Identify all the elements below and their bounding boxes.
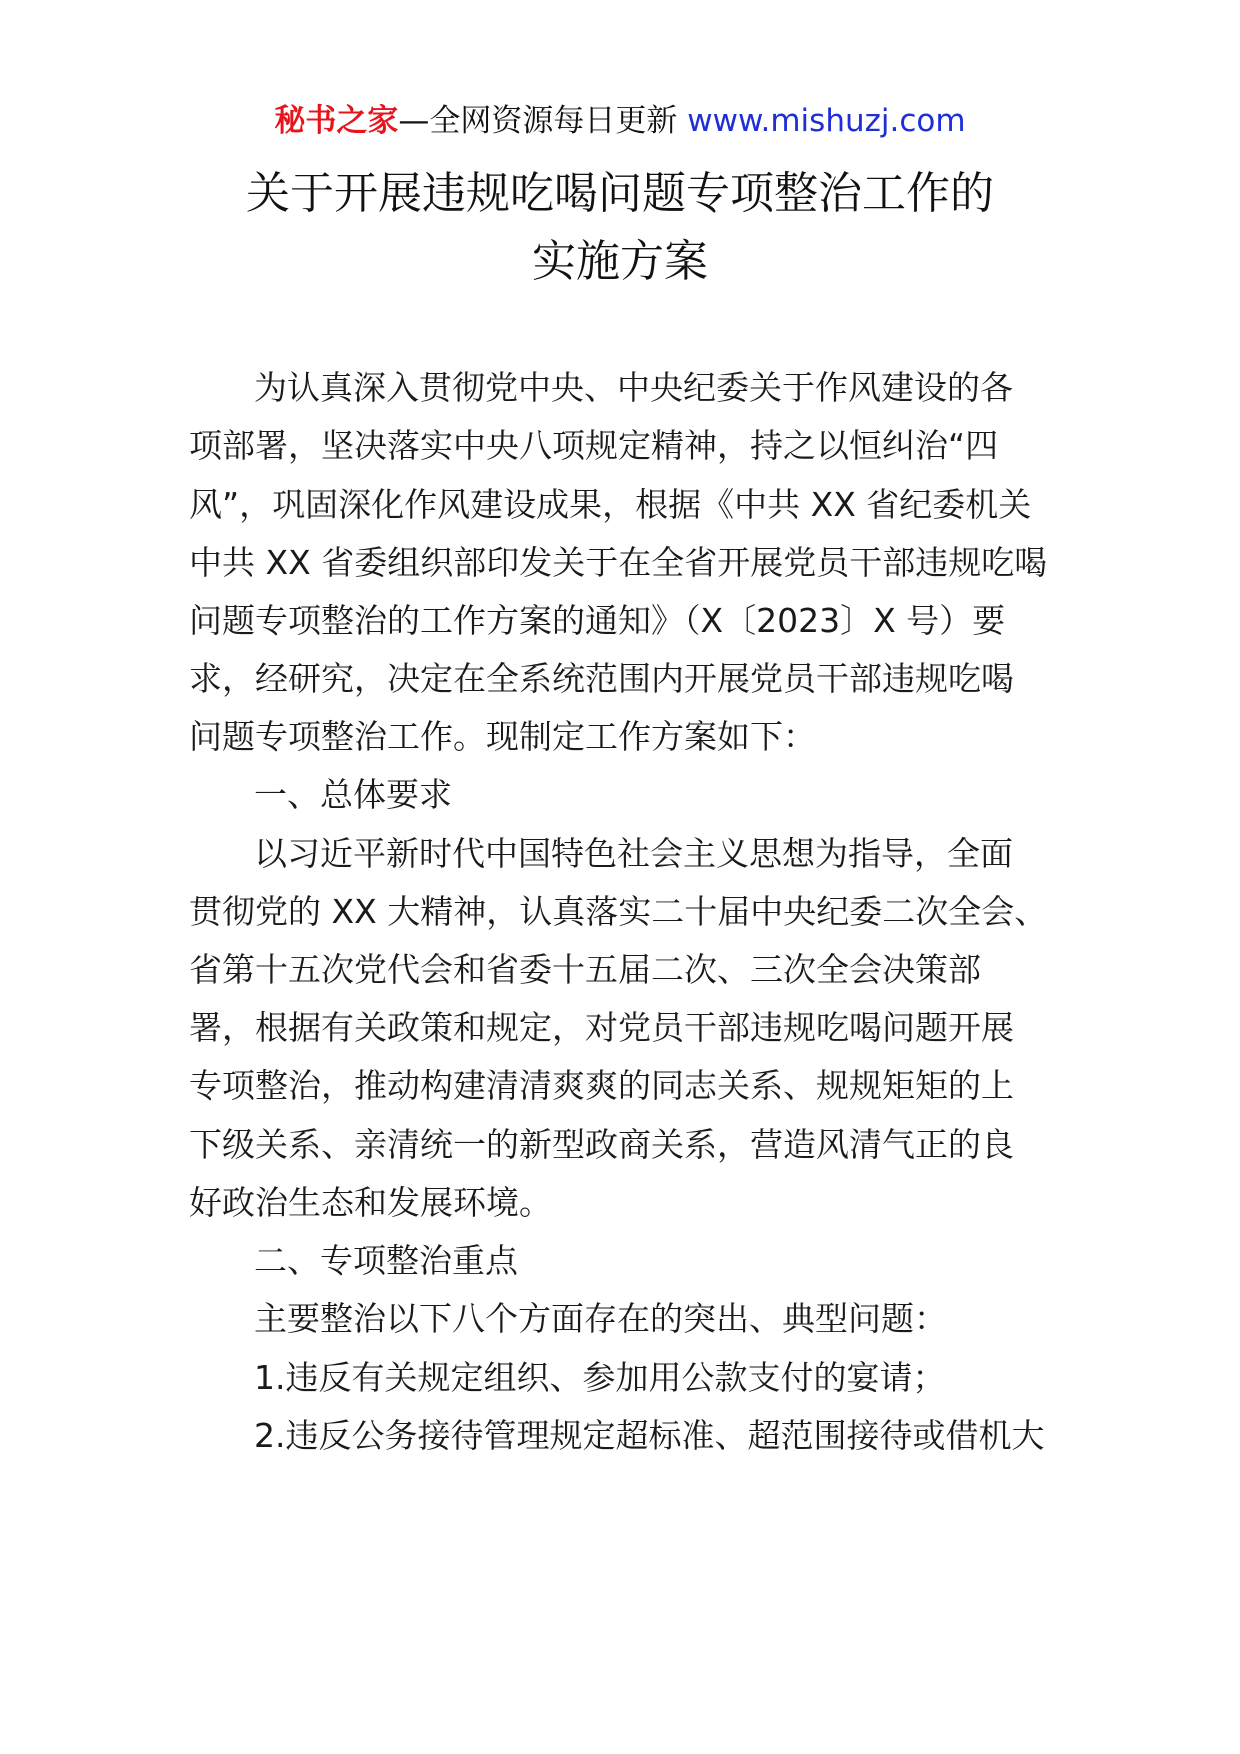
document-title-line-2: 实施方案 — [532, 236, 708, 287]
header-slogan: —全网资源每日更新 — [398, 103, 688, 139]
site-header — [0, 100, 1240, 142]
body-line: 主要整治以下八个方面存在的突出、典型问题： — [254, 1299, 947, 1338]
section-heading-2: 二、专项整治重点 — [254, 1241, 518, 1280]
body-line: 以习近平新时代中国特色社会主义思想为指导，全面 — [254, 834, 1013, 873]
body-line: 中共 XX 省委组织部印发关于在全省开展党员干部违规吃喝 — [189, 543, 1048, 582]
body-line: 专项整治，推动构建清清爽爽的同志关系、规规矩矩的上 — [189, 1066, 1014, 1105]
document-title-line-1: 关于开展违规吃喝问题专项整治工作的 — [246, 168, 994, 219]
body-line: 好政治生态和发展环境。 — [189, 1183, 552, 1222]
body-line: 下级关系、亲清统一的新型政商关系，营造风清气正的良 — [189, 1125, 1014, 1164]
body-line: 风”，巩固深化作风建设成果，根据《中共 XX 省纪委机关 — [189, 485, 1032, 524]
body-line: 项部署，坚决落实中央八项规定精神，持之以恒纠治“四 — [189, 426, 999, 465]
body-line: 省第十五次党代会和省委十五届二次、三次全会决策部 — [189, 950, 981, 989]
body-line: 问题专项整治的工作方案的通知》（X〔2023〕X 号）要 — [189, 601, 1006, 640]
list-item-1: 1.违反有关规定组织、参加用公款支付的宴请； — [254, 1358, 946, 1397]
body-line: 署，根据有关政策和规定，对党员干部违规吃喝问题开展 — [189, 1008, 1014, 1047]
site-url-link[interactable]: www.mishuzj.com — [687, 103, 966, 139]
brand-name: 秘书之家 — [274, 103, 399, 139]
list-item-2: 2.违反公务接待管理规定超标准、超范围接待或借机大 — [254, 1416, 1045, 1455]
body-line: 问题专项整治工作。现制定工作方案如下： — [189, 717, 816, 756]
body-line: 求，经研究，决定在全系统范围内开展党员干部违规吃喝 — [189, 659, 1014, 698]
body-line: 贯彻党的 XX 大精神，认真落实二十届中央纪委二次全会、 — [189, 892, 1048, 931]
section-heading-1: 一、总体要求 — [254, 775, 452, 814]
body-line: 为认真深入贯彻党中央、中央纪委关于作风建设的各 — [254, 368, 1013, 407]
